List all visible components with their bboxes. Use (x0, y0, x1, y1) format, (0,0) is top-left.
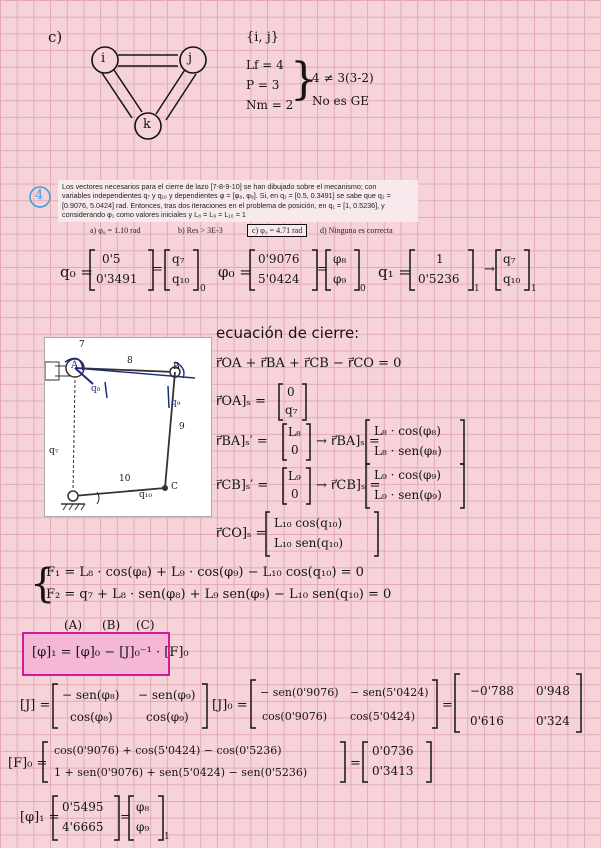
fig-label-q8: q₈ (91, 384, 101, 394)
j-val-12: 0'948 (536, 684, 570, 698)
q0-sub: 0 (200, 284, 206, 294)
arrow-1: → (484, 262, 495, 277)
j-val-22: 0'324 (536, 714, 570, 728)
p-value: P = 3 (246, 78, 280, 92)
phi0-val-2: 5'0424 (258, 272, 300, 286)
phi0-sub: 0 (360, 284, 366, 294)
rBA-local-1: L₈ (288, 425, 301, 439)
fig-label-q10: q₁₀ (139, 490, 152, 500)
fig-label-B: B (173, 362, 180, 372)
q0-val-2: 0'3491 (96, 272, 138, 286)
lf-value: Lf = 4 (246, 58, 284, 72)
problem-line-4: considerando φ₁ como valores iniciales y L₈ = L₉ = L₁₀ = 1 (62, 210, 246, 220)
system-brace: { (30, 561, 56, 607)
q1-sym-1: q₇ (503, 252, 516, 266)
equals-4: = (350, 756, 361, 771)
rCB-global-1: L₉ · cos(φ₉) (374, 468, 441, 482)
option-c-selected: c) φ₉ = 4.71 rad (247, 224, 307, 237)
problem-line-2: variables independientes q₇ y q₁₀ y dependientes φ = [φ₈, φ₉]. Si, en q₁ = [0.5, 0.3491] se sabe que q₂ = (62, 191, 391, 201)
equation-f2: F₂ = q₇ + L₈ · sen(φ₈) + L₉ sen(φ₉) − L₁₀ sen(q₁₀) = 0 (46, 587, 392, 602)
q1-sub2: 1 (531, 284, 537, 294)
j-val-11: −0'788 (470, 684, 514, 698)
equals-2: = (317, 262, 328, 277)
f0-val-2: 0'3413 (372, 764, 414, 778)
gruebler-eq: 4 ≠ 3(3-2) (312, 71, 374, 85)
rCB-global-2: L₉ · sen(φ₉) (374, 488, 442, 502)
rBA-label: r⃗BA]ₛ′ = (216, 434, 268, 449)
result-val-2: 4'6665 (62, 820, 104, 834)
jacobian-label: [J] = (20, 698, 51, 713)
result-val-1: 0'5495 (62, 800, 104, 814)
f0-row-2: 1 + sen(0'9076) + sen(5'0424) − sen(0'5236) (54, 766, 308, 779)
nm-value: Nm = 2 (246, 98, 294, 112)
node-k-label: k (143, 117, 151, 132)
problem-line-3: [0.9076, 5.0424] rad. Entonces, tras dos iteraciones en el problema de posición, en q₁ = [1, 0.5236], y (62, 200, 385, 210)
equals-1: = (152, 262, 163, 277)
j-num-11: − sen(0'9076) (260, 686, 339, 699)
result-label: [φ]₁ = (20, 810, 60, 825)
rOA-2: q₇ (285, 403, 298, 417)
q0-val-1: 0'5 (102, 252, 121, 266)
tag-A: (A) (64, 618, 83, 632)
fig-label-C: C (171, 482, 178, 492)
j-sym-12: − sen(φ₉) (138, 688, 196, 702)
brace: } (290, 54, 318, 105)
problem-line-1: Los vectores necesarios para el cierre de lazo [7-8-9-10] se han dibujado sobre el mecanismo; con (62, 182, 377, 191)
rCB-arrow: → r⃗CB]ₛ = (316, 478, 381, 493)
part-label: c) (48, 28, 63, 46)
q0-sym-1: q₇ (172, 252, 185, 266)
option-b: b) Res > 3E-3 (178, 226, 223, 235)
q1-sub: 1 (474, 284, 480, 294)
q1-val-1: 1 (436, 252, 444, 266)
j-sym-22: cos(φ₉) (146, 710, 189, 724)
node-j-label: j (188, 51, 193, 66)
rBA-arrow: → r⃗BA]ₛ = (316, 434, 380, 449)
j-val-21: 0'616 (470, 714, 504, 728)
rCB-local-1: L₉ (288, 469, 301, 483)
j-sym-11: − sen(φ₈) (62, 688, 120, 702)
fig-label-9: 9 (179, 422, 185, 432)
equation-f1: F₁ = L₈ · cos(φ₈) + L₉ · cos(φ₉) − L₁₀ cos(q₁₀) = 0 (46, 565, 364, 580)
rOA-label: r⃗OA]ₛ = (216, 394, 266, 409)
option-a: a) φ₈ = 1.10 rad (90, 226, 141, 235)
rCB-label: r⃗CB]ₛ′ = (216, 478, 269, 493)
equals-5: = (120, 810, 131, 825)
j-sym-21: cos(φ₈) (70, 710, 113, 724)
result-sub: 1 (164, 832, 170, 842)
j0-label: [J]₀ = (212, 698, 248, 713)
fig-label-7: 7 (79, 340, 85, 350)
option-d: d) Ninguna es correcta (320, 226, 393, 235)
vector-equation: r⃗OA + r⃗BA + r⃗CB − r⃗CO = 0 (216, 356, 402, 371)
f0-label: [F]₀ = (8, 756, 48, 771)
q1-label: q₁ = (378, 263, 411, 281)
newton-formula: [φ]₁ = [φ]₀ − [J]₀⁻¹ · [F]₀ (32, 645, 189, 660)
rCO-2: L₁₀ sen(q₁₀) (274, 536, 344, 550)
tag-C: (C) (136, 618, 155, 632)
fig-label-q9: q₉ (171, 398, 181, 408)
fig-label-A: A (71, 360, 79, 371)
j-num-22: cos(5'0424) (350, 710, 416, 723)
j-num-12: − sen(5'0424) (350, 686, 429, 699)
equals-3: = (442, 698, 453, 713)
set-label: {i, j} (246, 30, 279, 45)
phi0-sym-2: φ₉ (333, 272, 347, 286)
verdict: No es GE (312, 94, 369, 108)
q1-sym-2: q₁₀ (503, 272, 521, 286)
f0-val-1: 0'0736 (372, 744, 414, 758)
rBA-global-1: L₈ · cos(φ₈) (374, 424, 441, 438)
fig-label-q7: q₇ (49, 446, 59, 456)
fig-label-10: 10 (119, 474, 131, 484)
result-sym-1: φ₈ (136, 800, 150, 814)
j-num-21: cos(0'9076) (262, 710, 328, 723)
q0-label: q₀ = (60, 263, 93, 281)
phi0-val-1: 0'9076 (258, 252, 300, 266)
rOA-1: 0 (287, 385, 295, 399)
rBA-local-2: 0 (291, 443, 299, 457)
phi0-sym-1: φ₈ (333, 252, 347, 266)
q1-val-2: 0'5236 (418, 272, 460, 286)
rCO-1: L₁₀ cos(q₁₀) (274, 516, 343, 530)
node-i-label: i (101, 51, 106, 66)
result-sym-2: φ₉ (136, 820, 150, 834)
tag-B: (B) (102, 618, 121, 632)
rCO-label: r⃗CO]ₛ = (216, 526, 267, 541)
closure-title: ecuación de cierre: (216, 324, 360, 342)
rCB-local-2: 0 (291, 487, 299, 501)
q0-sym-2: q₁₀ (172, 272, 190, 286)
rBA-global-2: L₈ · sen(φ₈) (374, 444, 442, 458)
phi0-label: φ₀ = (218, 263, 252, 281)
f0-row-1: cos(0'9076) + cos(5'0424) − cos(0'5236) (54, 744, 282, 757)
fig-label-8: 8 (127, 356, 133, 366)
problem-number: 4 (35, 188, 44, 203)
